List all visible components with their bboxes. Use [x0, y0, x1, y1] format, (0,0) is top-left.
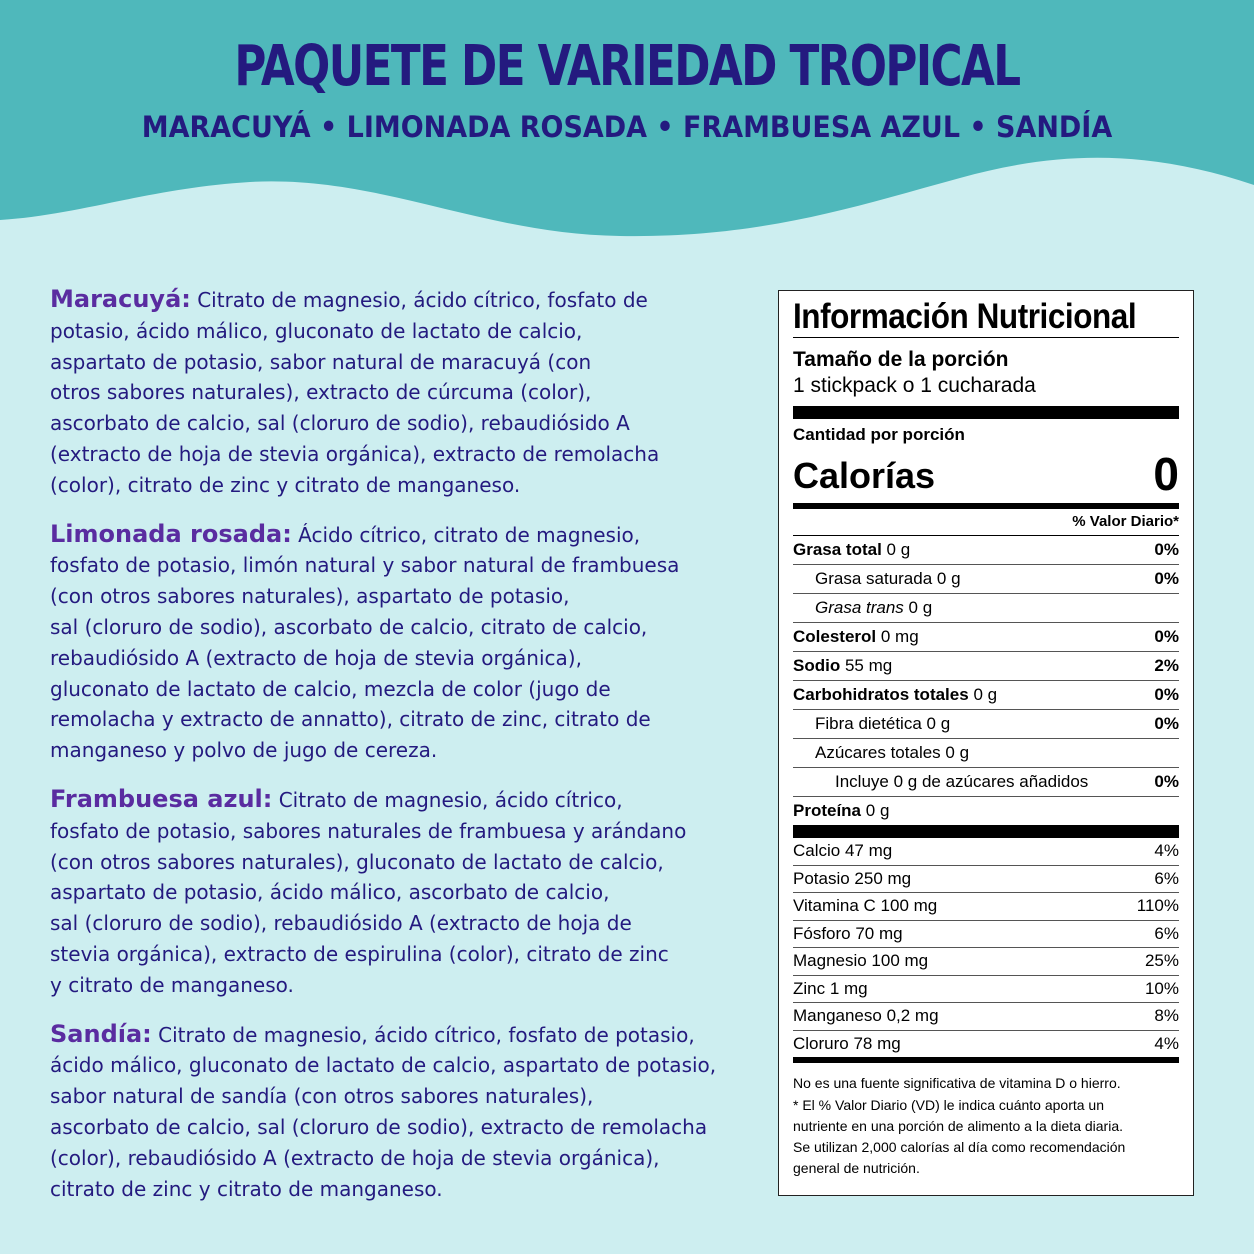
ingredient-text: sal (cloruro de sodio), rebaudiósido A (extracto de hoja de	[50, 911, 632, 936]
ingredient-block	[50, 784, 710, 1001]
nutrient-name: Grasa total	[793, 540, 882, 559]
nutrient-label-group	[793, 685, 997, 705]
ingredient-text: rebaudiósido A (extracto de hoja de stevia orgánica),	[50, 645, 582, 670]
flavor-list-subtitle: MARACUYÁ • LIMONADA ROSADA • FRAMBUESA AZUL • SANDÍA	[141, 110, 1113, 144]
mineral-percent: 25%	[1144, 951, 1179, 971]
ingredient-line	[50, 1143, 710, 1174]
ingredient-text: aspartato de potasio, ácido málico, ascorbato de calcio,	[50, 880, 610, 905]
ingredient-line	[50, 550, 710, 581]
ingredient-line	[50, 877, 710, 908]
nutrient-label-group	[793, 714, 950, 734]
nutrient-row	[793, 651, 1179, 680]
mineral-label: Cloruro 78 mg	[793, 1033, 901, 1053]
ingredient-line	[50, 470, 710, 501]
nutrient-label-group	[793, 656, 892, 676]
ingredients-section	[50, 284, 717, 1222]
ingredient-line	[50, 847, 710, 878]
ingredient-text: aspartato de potasio, sabor natural de maracuyá (con	[50, 349, 592, 374]
flavor-name: Limonada rosada:	[50, 519, 292, 548]
ingredient-line	[50, 581, 710, 612]
ingredient-text: potasio, ácido málico, gluconato de lactato de calcio,	[50, 318, 583, 343]
footnote-line: nutriente en una porción de alimento a la dieta diaria.	[793, 1118, 1123, 1134]
ingredient-line	[50, 674, 710, 705]
mineral-label: Fósforo 70 mg	[793, 923, 903, 943]
mineral-label: Zinc 1 mg	[793, 978, 868, 998]
ingredient-text: (color), citrato de zinc y citrato de manganeso.	[50, 472, 521, 497]
nutrient-amount: 0 g	[973, 685, 998, 704]
ingredient-line	[50, 784, 710, 816]
nutrient-name: Sodio	[793, 656, 841, 675]
mineral-row	[793, 1030, 1179, 1058]
ingredient-text: stevia orgánica), extracto de espirulina (color), citrato de zinc	[50, 941, 669, 966]
ingredient-text: fosfato de potasio, limón natural y sabor natural de frambuesa	[50, 553, 680, 578]
nutrient-amount: 0 g	[945, 743, 970, 762]
mineral-row	[793, 975, 1179, 1003]
mineral-row	[793, 865, 1179, 893]
serving-size-label: Tamaño de la porción	[793, 348, 1009, 371]
ingredient-text: Citrato de magnesio, ácido cítrico, fosfato de	[197, 288, 648, 312]
nutrient-amount: 0 g	[886, 540, 911, 559]
nutrient-amount: 0 g	[926, 714, 951, 733]
nutrient-name: Colesterol	[793, 627, 877, 646]
calories-row	[793, 445, 1179, 500]
ingredient-block	[50, 519, 710, 766]
nutrient-percent: 0%	[1154, 772, 1179, 791]
serving-size-value: 1 stickpack o 1 cucharada	[793, 374, 1036, 397]
ingredient-line	[50, 1174, 710, 1205]
nutrient-label-group	[793, 627, 919, 647]
divider	[793, 337, 1179, 338]
nutrient-row	[793, 564, 1179, 593]
mineral-percent: 6%	[1154, 923, 1179, 943]
ingredient-text: (con otros sabores naturales), gluconato de lactato de calcio,	[50, 849, 664, 874]
nutrient-name: Grasa trans	[815, 598, 904, 617]
nutrient-rows	[793, 535, 1179, 825]
mineral-percent: 8%	[1154, 1006, 1179, 1026]
thick-divider	[793, 825, 1179, 838]
nutrient-name: Azúcares totales	[815, 743, 941, 762]
ingredient-line	[50, 316, 710, 347]
nutrient-percent: 2%	[1154, 656, 1179, 675]
nutrient-label-group	[793, 801, 889, 821]
nutrient-row	[793, 709, 1179, 738]
nutrient-row	[793, 738, 1179, 767]
nutrient-amount: 0 mg	[880, 627, 919, 646]
ingredient-line	[50, 970, 710, 1001]
ingredient-text: Ácido cítrico, citrato de magnesio,	[298, 522, 641, 547]
flavor-name: Maracuyá:	[50, 285, 191, 313]
flavor-name: Sandía:	[50, 1019, 152, 1048]
ingredient-line	[50, 1112, 710, 1143]
mineral-label: Manganeso 0,2 mg	[793, 1006, 939, 1026]
mineral-percent: 6%	[1154, 868, 1179, 888]
medium-divider	[793, 1057, 1179, 1063]
nutrient-percent: 0%	[1154, 685, 1179, 704]
ingredient-text: ascorbato de calcio, sal (cloruro de sodio), rebaudiósido A	[50, 411, 630, 436]
thick-divider	[793, 406, 1179, 419]
ingredient-line	[50, 1050, 717, 1081]
nutrient-row	[793, 622, 1179, 651]
nutrient-name: Fibra dietética	[815, 714, 922, 733]
footnote-line: * El % Valor Diario (VD) le indica cuánto aporta un	[793, 1097, 1105, 1113]
footnotes	[793, 1073, 1179, 1179]
ingredient-line	[50, 908, 710, 939]
ingredient-line	[50, 816, 710, 847]
ingredient-text: citrato de zinc y citrato de manganeso.	[50, 1176, 443, 1201]
calories-label: Calorías	[793, 455, 936, 496]
nutrient-name: Grasa saturada	[815, 569, 933, 588]
ingredient-line	[50, 284, 710, 316]
flavor-name: Frambuesa azul:	[50, 784, 273, 813]
nutrient-label-group	[793, 598, 932, 618]
ingredient-line	[50, 1081, 710, 1112]
mineral-label: Calcio 47 mg	[793, 841, 893, 861]
ingredient-text: (color), rebaudiósido A (extracto de hoja de stevia orgánica),	[50, 1145, 660, 1170]
nutrient-amount: 0 g	[908, 598, 933, 617]
ingredient-text: gluconato de lactato de calcio, mezcla de color (jugo de	[50, 676, 611, 701]
nutrient-row	[793, 796, 1179, 825]
nutrition-facts-panel	[778, 290, 1194, 1196]
nutrient-name: Proteína	[793, 801, 862, 820]
amount-per-serving: Cantidad por porción	[793, 425, 965, 444]
footnote-line: Se utilizan 2,000 calorías al día como recomendación	[793, 1139, 1126, 1155]
nutrient-name: Carbohidratos totales	[793, 685, 969, 704]
ingredient-text: ascorbato de calcio, sal (cloruro de sodio), extracto de remolacha	[50, 1114, 708, 1139]
nutrient-amount: 0 g	[865, 801, 890, 820]
mineral-row	[793, 892, 1179, 920]
ingredient-text: fosfato de potasio, sabores naturales de frambuesa y arándano	[50, 818, 687, 843]
nutrient-row	[793, 535, 1179, 564]
footnote-line: general de nutrición.	[793, 1160, 920, 1176]
nutrient-percent: 0%	[1154, 714, 1179, 733]
ingredient-line	[50, 439, 710, 470]
mineral-label: Potasio 250 mg	[793, 868, 912, 888]
nutrient-label-group	[793, 569, 961, 589]
mineral-percent: 10%	[1144, 978, 1179, 998]
ingredient-block	[50, 1019, 717, 1205]
ingredient-line	[50, 1019, 710, 1051]
mineral-label: Vitamina C 100 mg	[793, 896, 938, 916]
ingredient-text: (extracto de hoja de stevia orgánica), extracto de remolacha	[50, 441, 660, 466]
ingredient-line	[50, 377, 710, 408]
mineral-row	[793, 838, 1179, 865]
mineral-percent: 110%	[1136, 896, 1179, 916]
ingredient-text: ácido málico, gluconato de lactato de calcio, aspartato de potasio,	[50, 1053, 717, 1078]
ingredient-text: (con otros sabores naturales), aspartato de potasio,	[50, 584, 570, 609]
ingredient-text: sal (cloruro de sodio), ascorbato de calcio, citrato de calcio,	[50, 614, 648, 639]
mineral-label: Magnesio 100 mg	[793, 951, 929, 971]
ingredient-text: y citrato de manganeso.	[50, 972, 294, 997]
nutrient-name: Incluye 0 g de azúcares añadidos	[835, 772, 1089, 791]
mineral-row	[793, 920, 1179, 948]
ingredient-text: otros sabores naturales), extracto de cúrcuma (color),	[50, 380, 592, 405]
ingredient-text: Citrato de magnesio, ácido cítrico, fosfato de potasio,	[158, 1022, 695, 1047]
ingredient-line	[50, 939, 710, 970]
nutrient-label-group	[793, 743, 969, 763]
nutrient-label-group	[793, 772, 1088, 792]
nutrient-amount: 0 g	[936, 569, 961, 588]
ingredient-line	[50, 735, 710, 766]
ingredient-line	[50, 408, 710, 439]
mineral-percent: 4%	[1154, 1033, 1179, 1053]
ingredient-text: manganeso y polvo de jugo de cereza.	[50, 738, 438, 763]
mineral-row	[793, 1002, 1179, 1030]
footnote-text: No es una fuente significativa de vitamina D o hierro.	[793, 1075, 1121, 1091]
ingredient-text: sabor natural de sandía (con otros sabores naturales),	[50, 1084, 594, 1109]
mineral-row	[793, 947, 1179, 975]
nutrient-percent: 0%	[1154, 540, 1179, 559]
nutrient-row	[793, 680, 1179, 709]
nutrient-percent: 0%	[1154, 569, 1179, 588]
mineral-percent: 4%	[1154, 841, 1179, 861]
ingredient-text: remolacha y extracto de annatto), citrato de zinc, citrato de	[50, 707, 651, 732]
ingredient-text: Citrato de magnesio, ácido cítrico,	[278, 787, 623, 812]
nutrient-row	[793, 593, 1179, 622]
ingredient-line	[50, 347, 710, 378]
daily-value-header: % Valor Diario*	[1072, 513, 1179, 530]
ingredient-block	[50, 284, 710, 501]
mineral-rows	[793, 838, 1179, 1057]
nutrition-title: Información Nutricional	[793, 297, 1137, 336]
ingredient-line	[50, 519, 710, 551]
nutrient-label-group	[793, 540, 910, 560]
nutrient-row	[793, 767, 1179, 796]
nutrient-percent: 0%	[1154, 627, 1179, 646]
calories-value: 0	[1153, 448, 1179, 500]
ingredient-line	[50, 704, 710, 735]
ingredient-line	[50, 643, 710, 674]
page-title: PAQUETE DE VARIEDAD TROPICAL	[234, 34, 1020, 99]
nutrient-amount: 55 mg	[844, 656, 893, 675]
ingredient-line	[50, 612, 710, 643]
